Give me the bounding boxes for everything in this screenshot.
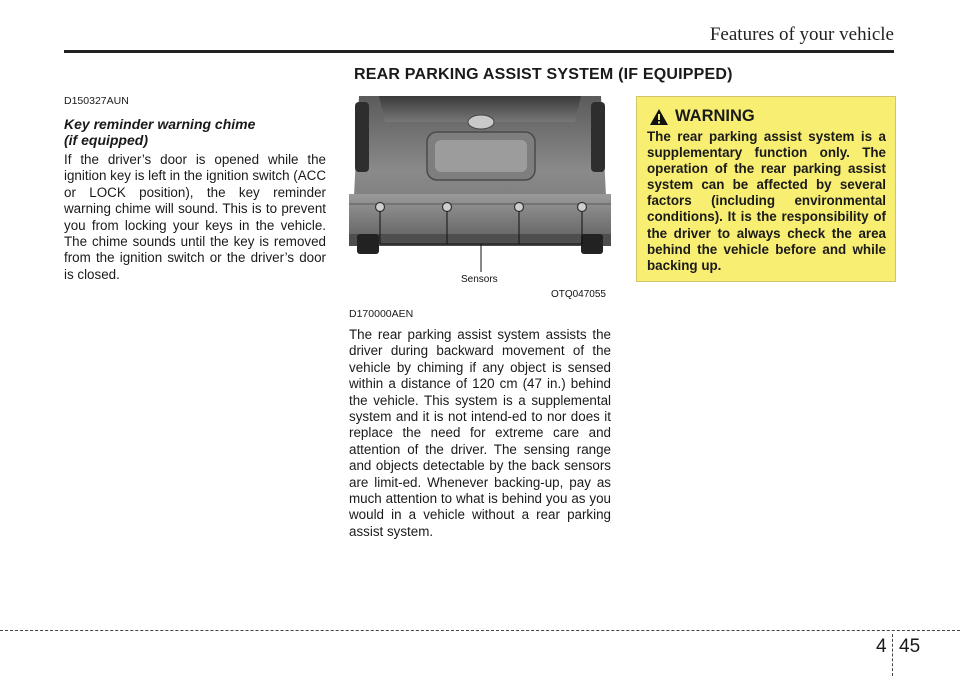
left-column [64,95,326,283]
sensors-label: Sensors [461,274,498,285]
header-rule [64,50,894,53]
rear-vehicle-illustration [349,96,611,304]
warning-header [649,107,886,126]
footer-rule [0,630,960,631]
warning-title: WARNING [675,107,755,125]
left-subheading-line2: (if equipped) [64,132,148,148]
warning-text: The rear parking assist system is a supplementary function only. The operation of the rear parking assist system can be affected by several factors (including environmental conditions). It is the responsibility of the driver to always check the area behind the vehicle before and while backing up. [647,129,886,273]
page-number-separator [892,634,893,676]
figure-code: OTQ047055 [550,289,606,300]
left-section-code: D150327AUN [64,95,129,107]
section-title: REAR PARKING ASSIST SYSTEM (IF EQUIPPED) [354,66,733,83]
warning-triangle-icon [649,108,669,126]
left-body-text: If the driver’s door is opened while the ignition key is left in the ignition switch (ACC or LOCK position), the key reminder warning chime will sound. This is to prevent you from locking your keys in the vehicle. The chime sounds until the key is removed from the ignition switch or the driver’s door is closed. [64,152,326,282]
left-subheading-line1: Key reminder warning chime [64,116,256,132]
chapter-number: 4 [876,636,887,657]
warning-box [636,96,896,282]
page-header-title: Features of your vehicle [709,24,894,45]
middle-body-text: The rear parking assist system assists the driver during backward movement of the vehicle by chiming if any object is sensed within a distance of 120 cm (47 in.) behind the vehicle. This system is a supplemental system and it is not intend-ed to nor does it replace the need for extreme care and attention of the driver. The sensing range and objects detectable by the back sensors are limit-ed. Whenever backing-up, pay as much attention to what is behind you as you would in a vehicle without a rear parking assist system. [349,327,611,539]
page-number: 45 [899,636,921,657]
middle-section-code: D170000AEN [349,308,414,320]
middle-column [349,308,611,540]
rear-vehicle-figure [349,96,611,304]
